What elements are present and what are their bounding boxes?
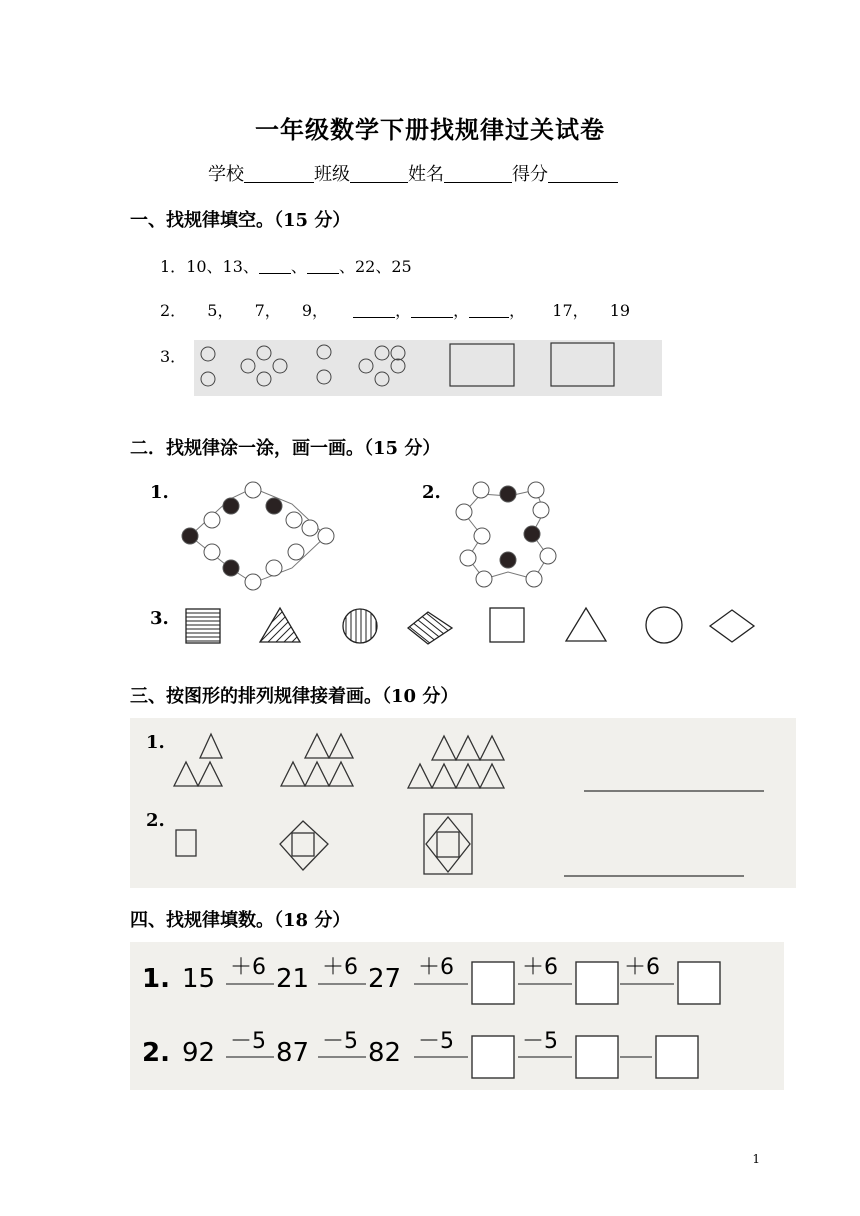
row2-answer-box-1[interactable]	[472, 1036, 514, 1078]
shape-pattern	[180, 604, 760, 648]
s3-label-2: 2.	[146, 810, 165, 831]
s1-q1-sep2: 、	[338, 257, 355, 276]
circle-pattern	[194, 340, 662, 396]
number-chain-panel	[130, 942, 784, 1090]
class-label: 班级	[314, 164, 350, 185]
row2-value-3: 82	[368, 1038, 402, 1068]
section2-heading: 二．找规律涂一涂，画一画。（15 分）	[130, 438, 441, 459]
s1-q1-sep1: 、	[290, 257, 307, 276]
s1-q2-n1: 5，	[207, 301, 234, 320]
name-label: 姓名	[408, 164, 444, 185]
row2-op-4: －5	[522, 1029, 558, 1054]
score-label: 得分	[512, 164, 548, 185]
row1-start: 15	[182, 964, 216, 994]
circle-pattern-panel	[194, 340, 662, 396]
row1-value-2: 21	[276, 964, 310, 994]
s1-q2-n3: 9，	[301, 301, 329, 320]
section4-heading: 四、找规律填数。（18 分）	[130, 910, 351, 931]
s1-question2	[160, 298, 630, 321]
arrow-lines-and-boxes	[130, 942, 784, 1090]
row1-op-5: ＋6	[624, 955, 660, 980]
s1-q2-n2: 7，	[254, 301, 281, 320]
s1-q1-label: 1．	[160, 257, 187, 276]
s1-q2-c1: ，	[395, 301, 412, 320]
row1-answer-box-2[interactable]	[576, 962, 618, 1004]
score-blank[interactable]	[548, 164, 618, 183]
bead-ring-2	[446, 476, 566, 594]
section1-heading: 一、找规律填空。（15 分）	[130, 210, 351, 231]
s1-q1-before: 10、13、	[186, 257, 259, 276]
page-title: 一年级数学下册找规律过关试卷	[255, 115, 605, 144]
row1-label: 1.	[142, 964, 170, 994]
row2-start: 92	[182, 1038, 216, 1068]
s2-label-3: 3.	[150, 608, 169, 629]
name-blank[interactable]	[444, 164, 512, 183]
row1-op-2: ＋6	[322, 955, 358, 980]
bead-ring-1	[170, 476, 350, 596]
row2-op-1: －5	[230, 1029, 266, 1054]
row1-op-3: ＋6	[418, 955, 454, 980]
school-blank[interactable]	[244, 164, 314, 183]
s1-q2-blank3[interactable]	[469, 303, 509, 318]
row2-answer-box-2[interactable]	[576, 1036, 618, 1078]
row2-op-2: －5	[322, 1029, 358, 1054]
row1-answer-box-3[interactable]	[678, 962, 720, 1004]
school-label: 学校	[208, 164, 244, 185]
s1-question1	[160, 254, 412, 277]
page-number: 1	[752, 1152, 760, 1166]
drawing-panel	[130, 718, 796, 888]
row2-label: 2.	[142, 1038, 170, 1068]
answer-box-2[interactable]	[551, 343, 614, 386]
row1-op-4: ＋6	[522, 955, 558, 980]
s1-q2-n5: 19	[609, 301, 631, 320]
s1-q2-c3: ，	[509, 301, 526, 320]
row1-op-1: ＋6	[230, 955, 266, 980]
s1-q2-label: 2．	[160, 301, 187, 320]
s2-label-2: 2.	[422, 482, 441, 503]
s2-label-1: 1.	[150, 482, 169, 503]
s1-q1-blank1[interactable]	[259, 259, 291, 274]
section3-heading: 三、按图形的排列规律接着画。（10 分）	[130, 686, 459, 707]
row2-value-2: 87	[276, 1038, 310, 1068]
s1-q2-n4: 17，	[552, 301, 589, 320]
class-blank[interactable]	[350, 164, 408, 183]
s1-q2-c2: ，	[453, 301, 470, 320]
s1-q1-blank2[interactable]	[307, 259, 339, 274]
row2-answer-box-3[interactable]	[656, 1036, 698, 1078]
row1-answer-box-1[interactable]	[472, 962, 514, 1004]
student-info	[208, 160, 618, 186]
s1-q2-blank1[interactable]	[353, 303, 395, 318]
answer-box-1[interactable]	[450, 344, 514, 386]
s1-q3-label: 3．	[160, 347, 187, 366]
s1-q1-after: 22、25	[354, 257, 412, 276]
triangle-square-patterns	[130, 718, 796, 888]
s3-label-1: 1.	[146, 732, 165, 753]
row1-value-3: 27	[368, 964, 402, 994]
s1-q2-blank2[interactable]	[411, 303, 453, 318]
row2-op-3: －5	[418, 1029, 454, 1054]
